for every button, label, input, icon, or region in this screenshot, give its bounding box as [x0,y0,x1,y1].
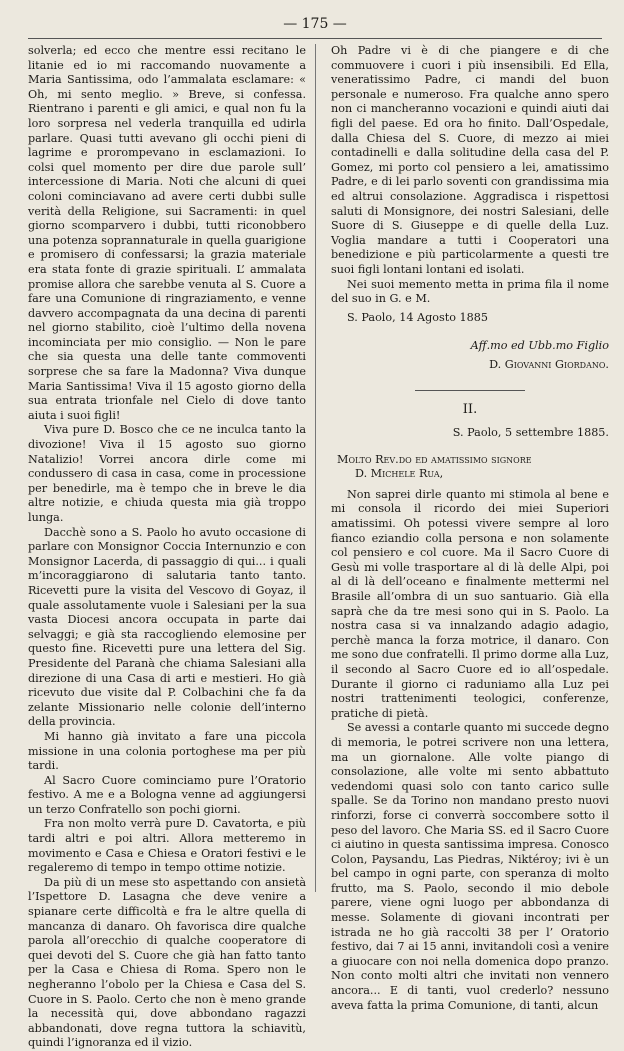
paragraph: Se avessi a contarle quanto mi succede degno di memoria, le potrei scrivere non una lettera, ma un giornalone. Alle volte piango di consolazione, alle volte mi sento abbattuto vedendomi quasi solo con tanto carico sulle spalle. Se da Torino non mandano presto nuovi rinforzi, forse ci converrà soccombere sotto il peso del lavoro. Che Maria SS. ed il Sacro Cuore ci aiutino in questa santissima impresa. Conosco Colon, Paysandu, Las Piedras, Niktéroy; ivi è un bel campo in ogni parte, con speranza di molto frutto, ma S. Paolo, secondo il mio debole parere, viene ogni luogo per abbondanza di messe. Solamente di giovani incontrati per istrada ne ho già raccolti 38 per l’ Oratorio festivo, dai 7 ai 15 anni, invitandoli così a venire a giuocare con noi nella domenica dopo pranzo. Non conto molti altri che invitati non vennero ancora... E di tanti, vuol crederlo? nessuno aveva fatta la prima Comunione, di tanti, alcun [331,721,609,1012]
paragraph: Da più di un mese sto aspettando con ansietà l’Ispettore D. Lasagna che deve venire a spianare certe difficoltà e fra le altre quella di mancanza di danaro. Oh favorisca dire qualche parola all’orecchio di qualche cooperatore di quei devoti del S. Cuore che già han fatto tanto per la Casa e Chiesa di Roma. Spero non le negheranno l’obolo per la Chiesa e Casa del S. Cuore in S. Paolo. Certo che non è meno grande la necessità qui, dove abbondano ragazzi abbandonati, dove regna tuttora la schiavitù, quindi l’ignoranza ed il vizio. [28,875,306,1050]
paragraph: Dacchè sono a S. Paolo ho avuto occasione di parlare con Monsignor Coccia Internunzio e con Monsignor Lacerda, di passaggio di qui... i quali m’incoraggiarono di salutaria tanto tanto. Ricevetti pure la visita del Vescovo di Goyaz, il quale assolutamente vuole i Salesiani per la sua vasta Diocesi ancora occupata in parte dai selvaggi; e già sta raccogliendo elemosine per questo fine. Ricevetti pure una lettera del Sig. Presidente del Paranà che chiama Salesiani alla direzione di una Casa di arti e mestieri. Ho già ricevuto due visite dal P. Colbachini che fa da zelante Missionario nelle colonie dell’interno della provincia. [28,525,306,729]
paragraph: Oh Padre vi è di che piangere e di che commuovere i cuori i più insensibili. Ed Ella, veneratissimo Padre, ci mandi del buon personale e numeroso. Fra qualche anno spero non ci mancheranno vocazioni e quindi aiuti dai figli del paese. Ed ora ho finito. Dall’Ospedale, dalla Chiesa del S. Cuore, di mezzo ai miei contadinelli e dalla solitudine della casa del P. Gomez, mi porto col pensiero a lei, amatissimo Padre, e di lei parlo soventi con grandissima mia ed altrui consolazione. Aggradisca i rispettosi saluti di Monsignore, dei nostri Salesiani, delle Suore di S. Giuseppe e di quelle della Luz. Voglia mandare a tutti i Cooperatori una benedizione e più particolarmente a questi tre suoi figli lontani lontani ed isolati. [331,44,609,276]
paragraph: Nei suoi memento metta in prima fila il nome del suo in G. e M. [331,277,609,306]
letter-date: S. Paolo, 5 settembre 1885. [452,426,609,440]
paragraph: solverla; ed ecco che mentre essi recitano le litanie ed io mi raccomando nuovamente a Maria Santissima, odo l’ammalata esclamare: « Oh, mi sento meglio. » Breve, si confessa. Rientrano i parenti e gli amici, e qual non fu la loro sorpresa nel vederla tranquilla ed udirla parlare. Quasi tutti avevano gli occhi pieni di lagrime e prorompevano in esclamazioni. Io colsi quel momento per dire due parole sull’ intercessione di Maria. Noti che alcuni di quei coloni cominciavano ad avere certi dubbi sulle verità della Religione, sui Sacramenti: in quel giorno scomparvero i dubbi, tutti riconobbero una potenza soprannaturale in quella guarigione e promisero di confessarsi; la grazia materiale era stata fonte di grazie spirituali. L’ ammalata promise allora che sarebbe venuta al S. Cuore a fare una Comunione di ringraziamento, e venne davvero accompagnata da una decina di parenti nel giorno stabilito, cioè l’ultimo della novena incominciata per mio consiglio. — Non le pare che sia questa una delle tante commoventi sorprese che sa fare la Madonna? Viva dunque Maria Santissima! Viva il 15 agosto giorno della sua entrata trionfale nel Cielo di dove tanto aiuta i suoi figli! [28,44,306,422]
paragraph: Al Sacro Cuore cominciamo pure l’Oratorio festivo. A me e a Bologna venne ad aggiungersi un terzo Confratello son pochi giorni. [28,773,306,816]
letter-place-date: S. Paolo, 14 Agosto 1885 [347,310,489,324]
section-numeral: II. [462,402,478,418]
left-column [28,44,306,1051]
paragraph: Fra non molto verrà pure D. Cavatorta, e più tardi altri e poi altri. Allora metteremo in movimento e Casa e Chiesa e Oratori festivi e le regaleremo di tempo in tempo ottime notizie. [28,817,306,875]
letter-closing: Aff.mo ed Ubb.mo Figlio [470,339,609,353]
right-column [331,44,609,1013]
letter-addressee: D. Michele Rua, [355,467,444,481]
paragraph: Mi hanno già invitato a fare una piccola missione in una colonia portoghese ma per più tardi. [28,729,306,773]
paragraph: Viva pure D. Bosco che ce ne inculca tanto la divozione! Viva il 15 agosto suo giorno Natalizio! Vorrei ancora dirle come mi condussero di casa in casa, come in processione per benedirle, ma è tempo che in breve le dia altre notizie, e chiuda questa mia già troppo lunga. [28,423,306,524]
letter-salutation: Molto Rev.do ed amatissimo signore [337,452,532,466]
section-rule [415,390,525,391]
column-divider [315,44,316,892]
paragraph: Non saprei dirle quanto mi stimola al bene e mi consola il ricordo dei miei Superiori amatissimi. Oh potessi vivere sempre al loro fianco eziandio colla persona e non solamente col pensiero e col cuore. Ma il Sacro Cuore di Gesù mi volle trasportare al di là delle Alpi, poi al di là dell’oceano e finalmente mettermi nel Brasile all’ombra di un suo santuario. Già ella saprà che da tre mesi sono qui in S. Paolo. La nostra casa si va innalzando adagio adagio, perchè manca la forza motrice, il danaro. Con me sono due confratelli. Il primo dorme alla Luz, il secondo al Sacro Cuore ed io all’ospedale. Durante il giorno ci raduniamo alla Luz pei nostri trattenimenti teologici, conferenze, pratiche di pietà. [331,487,609,720]
letter-signature: D. Giovanni Giordano. [489,357,609,371]
page-number: — 175 — [283,16,347,32]
page-header [28,10,602,39]
